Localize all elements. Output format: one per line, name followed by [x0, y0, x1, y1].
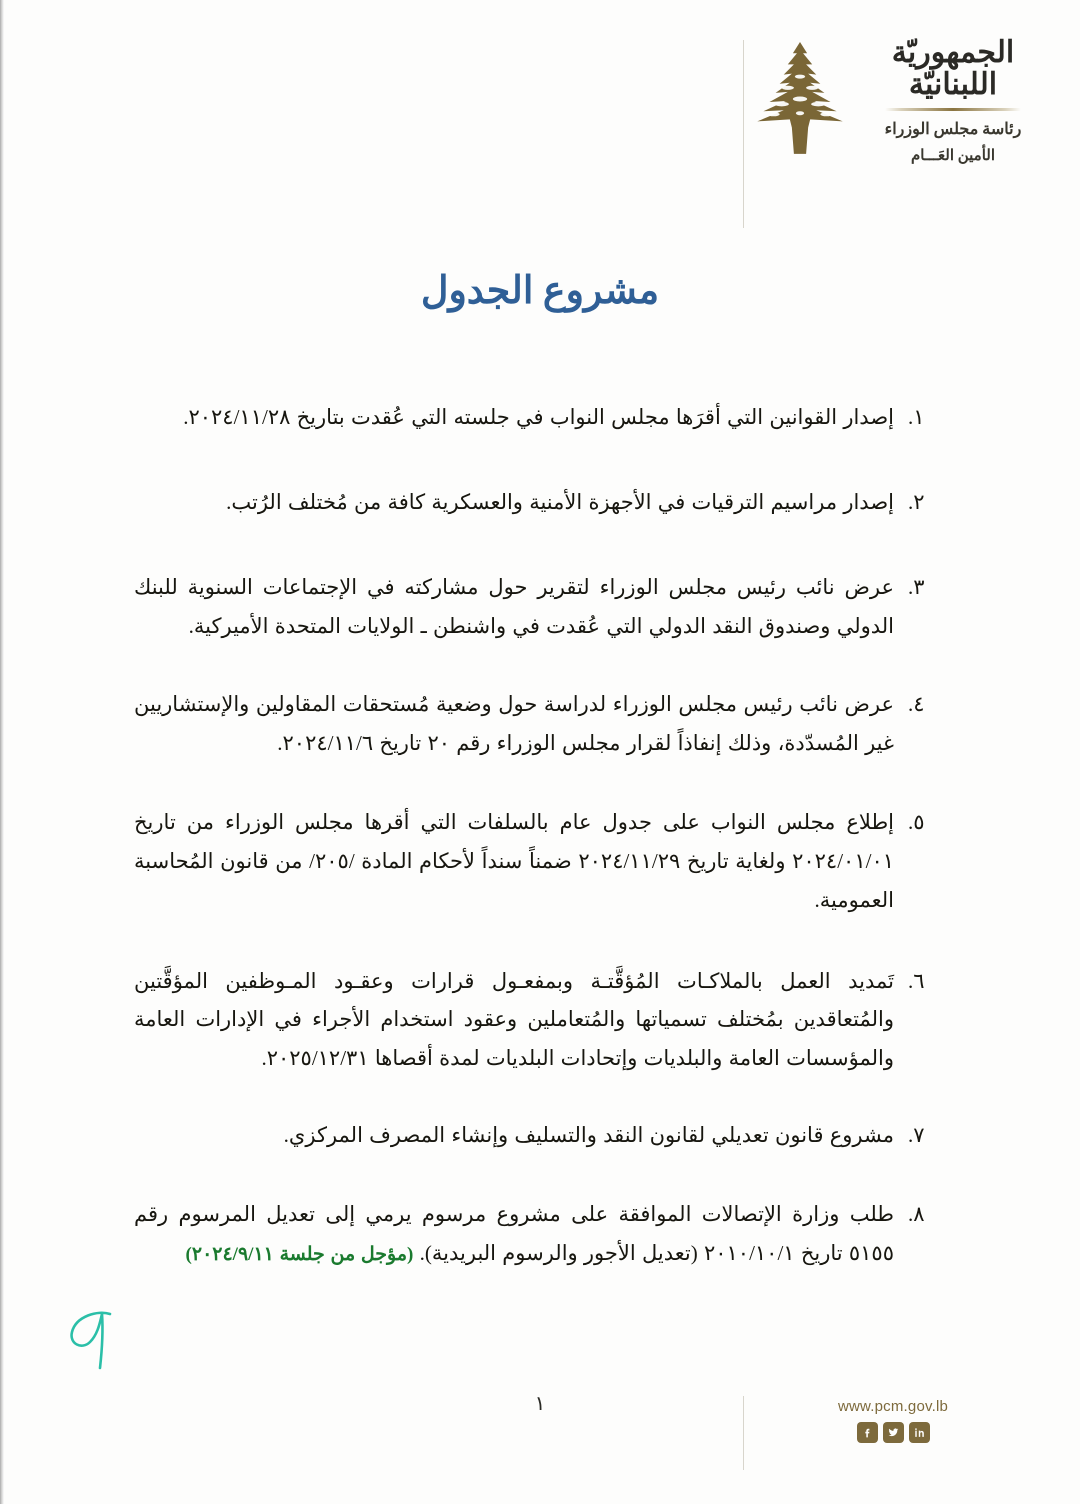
agenda-item-number: ٥. — [908, 810, 925, 835]
agenda-item-number: ٣. — [908, 574, 925, 599]
authority-label: رئاسة مجلس الوزراء — [884, 121, 1022, 139]
agenda-item — [134, 483, 954, 522]
agenda-item-text: إطلاع مجلس النواب على جدول عام بالسلفات التي أقرها مجلس الوزراء من تاريخ ٢٠٢٤/٠١/٠١ ولغاية تاريخ ٢٠٢٤/١١/٢٩ ضمناً سنداً لأحكام المادة /٢٠٥/ من قانون المُحاسبة العمومية. — [134, 810, 894, 912]
agenda-list — [134, 398, 954, 1273]
agenda-item-text: تَمديد العمل بالملاكـات المُؤقَّتـة وبمفعـول قرارات وعقـود المـوظفين المؤقَّتين والمُتعاقدين بمُختلف تسمياتها والمُتعاملين وعقود استخدام الأجراء في الإدارات العامة والمؤسسات العامة والبلديات وإتحادات البلديات لمدة أقصاها ٢٠٢٥/١٢/٣١. — [134, 968, 894, 1071]
republic-line-1: الجمهوريّة — [891, 36, 1015, 69]
agenda-item — [134, 1116, 954, 1155]
postponed-note: (مؤجل من جلسة ٢٠٢٤/٩/١١) — [185, 1243, 414, 1265]
agenda-item — [134, 803, 954, 920]
office-label: الأمين العَـــام — [910, 147, 996, 164]
agenda-item — [134, 1195, 954, 1273]
social-links — [762, 1422, 1024, 1443]
letterhead-content — [748, 34, 1060, 168]
footer-divider — [743, 1396, 744, 1470]
twitter-icon[interactable] — [883, 1422, 904, 1443]
footer — [730, 1390, 1060, 1476]
agenda-item-number: ١. — [908, 405, 925, 429]
agenda-item-text: طلب وزارة الإتصالات الموافقة على مشروع مرسوم يرمي إلى تعديل المرسوم رقم ٥١٥٥ تاريخ ٢٠١٠/١٠/١ (تعديل الأجور والرسوم البريدية). — [134, 1201, 894, 1265]
agenda-item-number: ٨. — [908, 1201, 925, 1226]
agenda-item-number: ٤. — [908, 692, 925, 717]
facebook-icon[interactable] — [857, 1422, 878, 1443]
agenda-item — [134, 398, 954, 437]
letterhead-text — [862, 34, 1044, 168]
republic-line-2: اللبنانيّة — [908, 67, 998, 101]
page-number: ١ — [534, 1393, 546, 1415]
cedar-tree-icon — [748, 40, 852, 158]
footer-content — [762, 1398, 1024, 1443]
agenda-item — [134, 685, 954, 763]
letterhead-divider — [743, 40, 744, 228]
agenda-item-number: ٧. — [908, 1123, 925, 1148]
agenda-item — [134, 962, 954, 1079]
agenda-item-text: عرض نائب رئيس مجلس الوزراء لدراسة حول وضعية مُستحقات المقاولين والإستشاريين غير المُسدّدة، وذلك إنفاذاً لقرار مجلس الوزراء رقم ٢٠ تاريخ ٢٠٢٤/١١/٦. — [134, 692, 894, 756]
letterhead — [0, 34, 1080, 234]
linkedin-icon[interactable] — [909, 1422, 930, 1443]
agenda-item-text: مشروع قانون تعديلي لقانون النقد والتسليف وإنشاء المصرف المركزي. — [283, 1123, 894, 1148]
agenda-item — [134, 568, 954, 646]
authority-name — [862, 118, 1044, 168]
agenda-item-text: إصدار القوانين التي أقرَها مجلس النواب في جلسته التي عُقدت بتاريخ ٢٠٢٤/١١/٢٨. — [183, 405, 894, 429]
page-title: مشروع الجدول — [420, 270, 660, 312]
agenda-item-text: إصدار مراسيم الترقيات في الأجهزة الأمنية والعسكرية كافة من مُختلف الرُتب. — [226, 489, 894, 514]
gold-divider-rule — [885, 108, 1021, 111]
agenda-item-text-wrapper — [134, 1195, 894, 1273]
agenda-item-number: ٦. — [908, 968, 925, 993]
agenda-item-text: عرض نائب رئيس مجلس الوزراء لتقرير حول مشاركته في الإجتماعات السنوية للبنك الدولي وصندوق النقد الدولي التي عُقدت في واشنطن ـ الولايات المتحدة الأميركية. — [134, 574, 894, 638]
republic-wordmark — [862, 38, 1044, 100]
website-url[interactable]: www.pcm.gov.lb — [837, 1398, 949, 1415]
handwritten-signature — [58, 1306, 148, 1386]
agenda-item-number: ٢. — [908, 489, 925, 514]
